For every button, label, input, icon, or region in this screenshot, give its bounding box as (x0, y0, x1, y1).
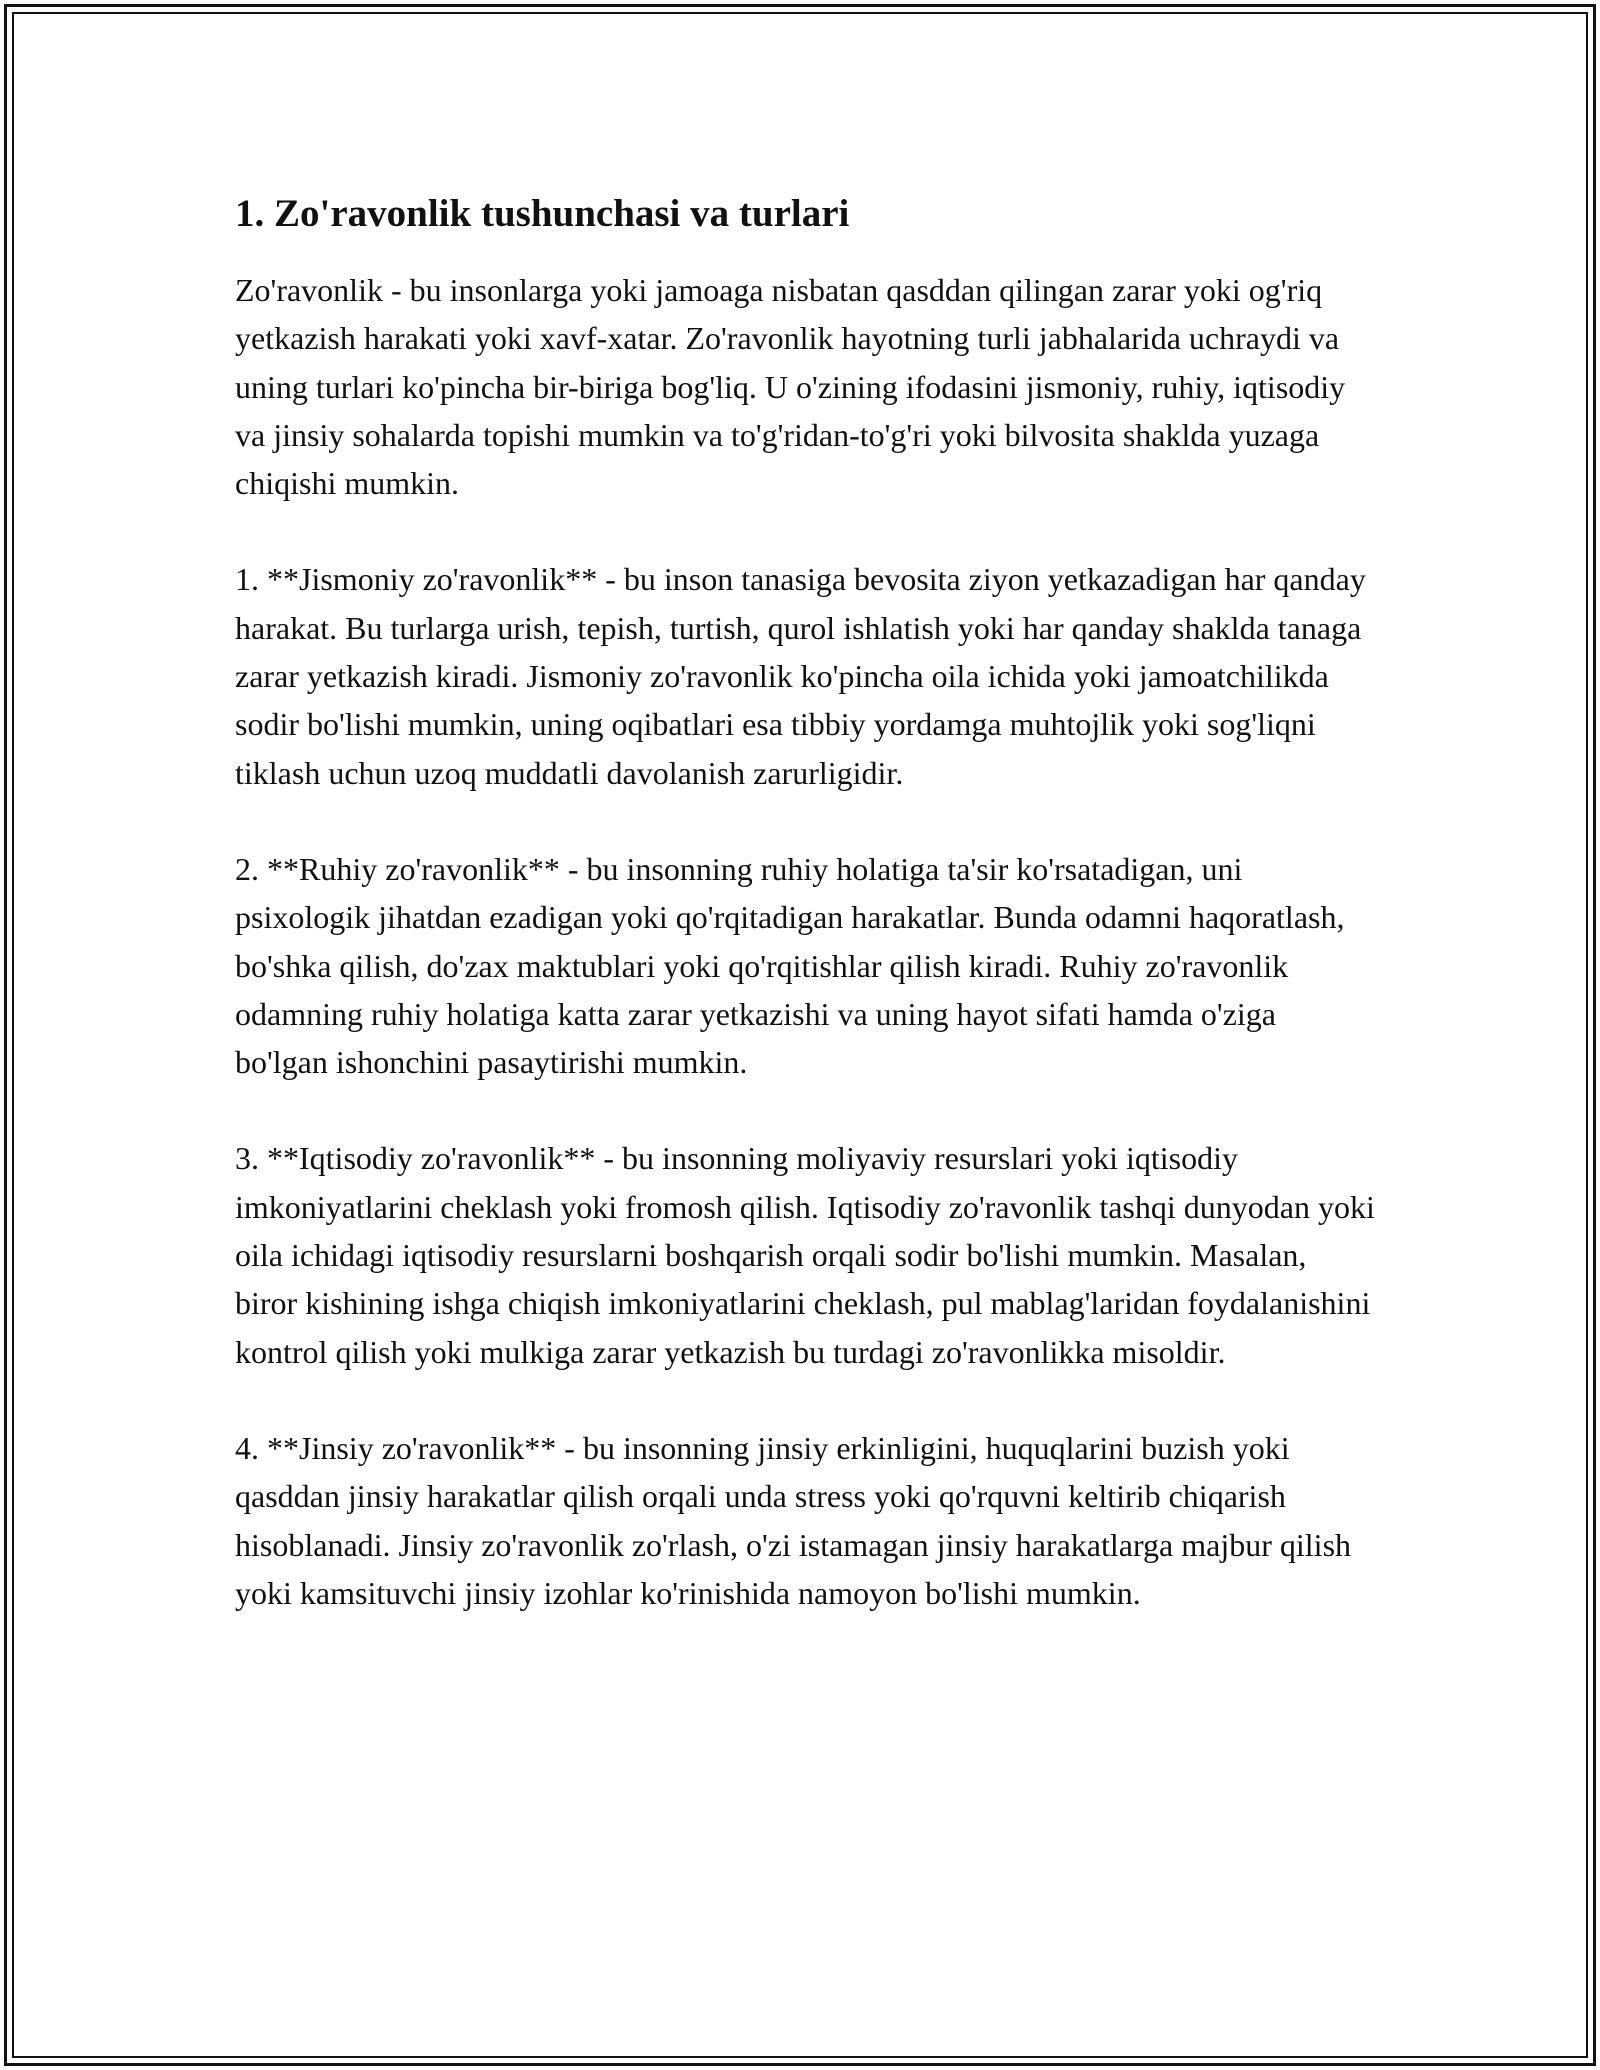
sexual-violence-paragraph: 4. **Jinsiy zo'ravonlik** - bu insonning jinsiy erkinligini, huquqlarini buzish yoki qasddan jinsiy harakatlar qilish orqali unda stress yoki qo'rquvni keltirib chiqarish hisoblanadi. Jinsiy zo'ravonlik zo'rlash, o'zi istamagan jinsiy harakatlarga majbur qilish yoki kamsituvchi jinsiy izohlar ko'rinishida namoyon bo'lishi mumkin. (235, 1429, 1352, 1611)
economic-violence-paragraph: 3. **Iqtisodiy zo'ravonlik** - bu insonning moliyaviy resurslari yoki iqtisodiy imkoniyatlarini cheklash yoki fromosh qilish. Iqtisodiy zo'ravonlik tashqi dunyodan yoki oila ichidagi iqtisodiy resurslarni boshqarish orqali sodir bo'lishi mumkin. Masalan, biror kishining ishga chiqish imkoniyatlarini cheklash, pul mablag'laridan foydalanishini kontrol qilish yoki mulkiga zarar yetkazish bu turdagi zo'ravonlikka misoldir. (235, 1140, 1375, 1370)
psychological-violence-paragraph: 2. **Ruhiy zo'ravonlik** - bu insonning ruhiy holatiga ta'sir ko'rsatadigan, uni psixologik jihatdan ezadigan yoki qo'rqitadigan harakatlar. Bunda odamni haqoratlash, bo'shka qilish, do'zax maktublari yoki qo'rqitishlar qilish kiradi. Ruhiy zo'ravonlik odamning ruhiy holatiga katta zarar yetkazishi va uning hayot sifati hamda o'ziga bo'lgan ishonchini pasaytirishi mumkin. (235, 850, 1345, 1081)
physical-violence-paragraph: 1. **Jismoniy zo'ravonlik** - bu inson tanasiga bevosita ziyon yetkazadigan har qanday harakat. Bu turlarga urish, tepish, turtish, qurol ishlatish yoki har qanday shaklda tanaga zarar yetkazish kiradi. Jismoniy zo'ravonlik ko'pincha oila ichida yoki jamoatchilikda sodir bo'lishi mumkin, uning oqibatlari esa tibbiy yordamga muhtojlik yoki sog'liqni tiklash uchun uzoq muddatli davolanish zarurligidir. (235, 561, 1366, 791)
document-body (235, 188, 1375, 1665)
section-title: 1. Zo'ravonlik tushunchasi va turlari (235, 192, 850, 235)
intro-paragraph: Zo'ravonlik - bu insonlarga yoki jamoaga nisbatan qasddan qilingan zarar yoki og'riq yetkazish harakati yoki xavf-xatar. Zo'ravonlik hayotning turli jabhalarida uchraydi va uning turlari ko'pincha bir-biriga bog'liq. U o'zining ifodasini jismoniy, ruhiy, iqtisodiy va jinsiy sohalarda topishi mumkin va to'g'ridan-to'g'ri yoki bilvosita shaklda yuzaga chiqishi mumkin. (235, 272, 1346, 502)
